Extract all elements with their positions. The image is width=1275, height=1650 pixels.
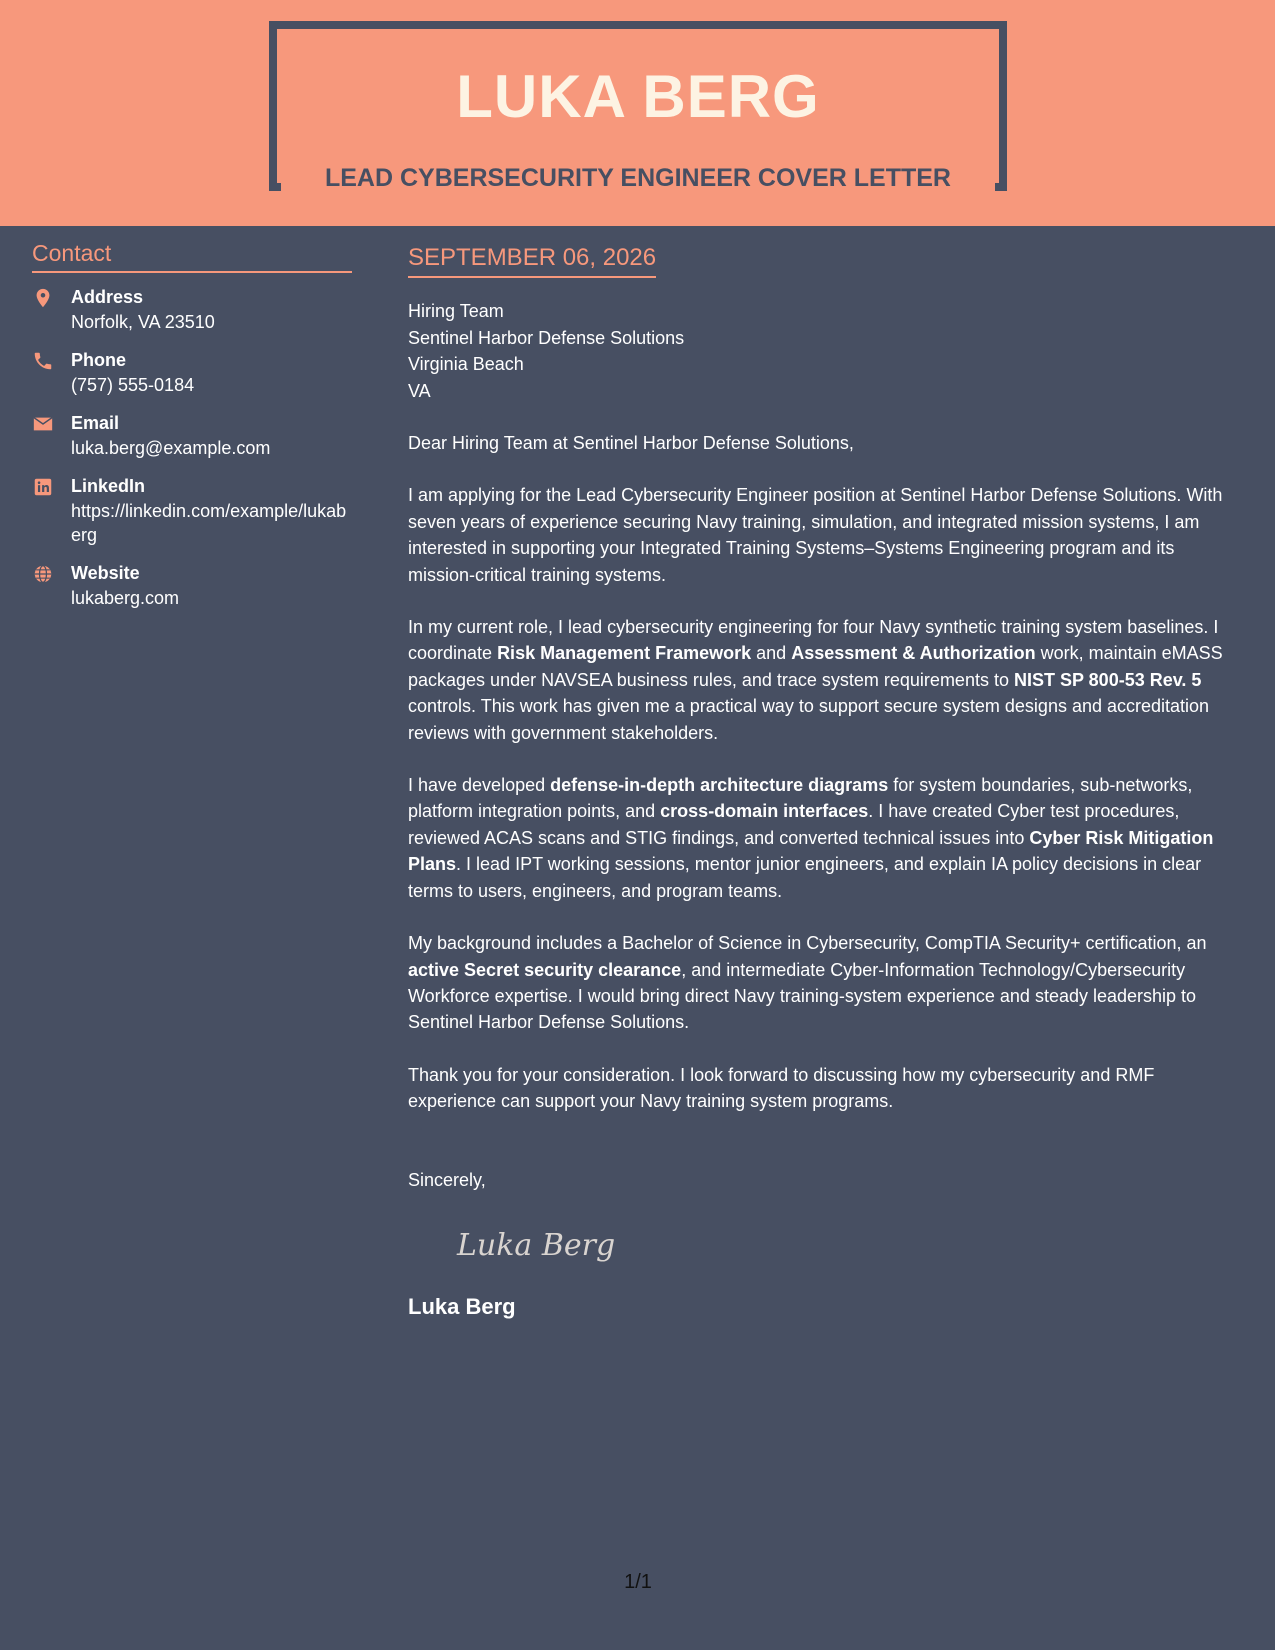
emphasis: NIST SP 800-53 Rev. 5 — [1013, 669, 1202, 690]
contact-linkedin — [32, 474, 352, 547]
letter-content — [408, 430, 1244, 1115]
header-frame-foot-left — [269, 183, 281, 191]
contact-phone — [32, 348, 352, 397]
contact-label: Email — [71, 413, 120, 433]
page-number: 1/1 — [624, 1571, 652, 1593]
recipient-line: Virginia Beach — [408, 354, 524, 374]
recipient-line: Hiring Team — [408, 301, 504, 321]
contact-link[interactable]: https://linkedin.com/example/lukaberg — [71, 501, 347, 545]
text-run: for system boundaries, sub-networks, platform integration points, and — [408, 775, 1193, 822]
letter-body — [408, 244, 1244, 1320]
contact-label: Website — [71, 563, 140, 583]
emphasis: active Secret security clearance — [408, 959, 682, 980]
signature-text: Luka Berg — [457, 1227, 616, 1263]
emphasis: Risk Management Framework — [497, 643, 752, 664]
contact-label: Address — [71, 287, 144, 307]
contact-link[interactable]: lukaberg.com — [71, 588, 180, 608]
text-run: and — [751, 643, 792, 664]
emphasis: defense-in-depth architecture diagrams — [550, 775, 889, 796]
applicant-name: LUKA BERG — [456, 63, 820, 130]
text-run: My background includes a Bachelor of Science in Cybersecurity, CompTIA Security+ certification, an — [408, 933, 1207, 954]
contact-sidebar — [32, 240, 352, 624]
header-frame-foot-right — [995, 183, 1007, 191]
text-run: , and intermediate Cyber-Information Technology/Cybersecurity Workforce expertise. I would bring direct Navy training-system experience and steady leadership to Sentinel Harbor Defense Solutions. — [408, 959, 1197, 1033]
phone-icon — [32, 350, 54, 372]
letter-date: SEPTEMBER 06, 2026 — [408, 244, 656, 278]
text-run: I have developed — [408, 775, 551, 796]
linkedin-icon — [32, 476, 54, 498]
emphasis: Cyber Risk Mitigation Plans — [408, 827, 1214, 875]
paragraph-closing: Thank you for your consideration. I look forward to discussing how my cybersecurity and RMF experience can support your Navy training system programs. — [408, 1064, 1155, 1112]
recipient-line: VA — [408, 380, 431, 401]
contact-label: LinkedIn — [71, 476, 146, 496]
globe-icon — [32, 563, 54, 585]
paragraph-experience — [408, 772, 1244, 904]
closing: Sincerely, — [408, 1169, 486, 1190]
recipient-address — [408, 298, 1244, 404]
paragraph-current-role — [408, 614, 1244, 746]
text-run: In my current role, I lead cybersecurity engineering for four Navy synthetic training system baselines. I coordinate — [408, 617, 1219, 664]
emphasis: Assessment & Authorization — [791, 643, 1036, 664]
salutation: Dear Hiring Team at Sentinel Harbor Defense Solutions, — [408, 433, 854, 453]
text-run: work, maintain eMASS packages under NAVSEA business rules, and trace system requirements to — [408, 643, 1223, 690]
signature — [453, 1217, 623, 1271]
contact-value: Norfolk, VA 23510 — [71, 312, 215, 332]
emphasis: cross-domain interfaces — [660, 801, 869, 822]
contact-label: Phone — [71, 350, 127, 370]
recipient-line: Sentinel Harbor Defense Solutions — [408, 327, 685, 348]
text-run: . I have created Cyber test procedures, reviewed ACAS scans and STIG findings, and converted technical issues into — [408, 801, 1180, 848]
contact-website — [32, 561, 352, 610]
contact-heading: Contact — [32, 240, 352, 273]
contact-email — [32, 411, 352, 460]
envelope-icon — [32, 413, 54, 435]
contact-value: luka.berg@example.com — [71, 438, 271, 458]
document-title: LEAD CYBERSECURITY ENGINEER COVER LETTER — [290, 156, 986, 201]
signer-name: Luka Berg — [408, 1293, 516, 1319]
contact-value: (757) 555-0184 — [71, 375, 195, 395]
map-pin-icon — [32, 287, 54, 309]
paragraph-background — [408, 930, 1244, 1036]
contact-address — [32, 285, 352, 334]
text-run: controls. This work has given me a practical way to support secure system designs and accreditation reviews with government stakeholders. — [408, 696, 1210, 743]
paragraph-intro: I am applying for the Lead Cybersecurity Engineer position at Sentinel Harbor Defense Solutions. With seven years of experience securing Navy training, simulation, and integrated mission systems, I am interested in supporting your Integrated Training Systems–Systems Engineering program and its mission-critical training systems. — [408, 485, 1223, 585]
text-run: . I lead IPT working sessions, mentor junior engineers, and explain IA policy decisions in clear terms to users, engineers, and program teams. — [408, 854, 1202, 901]
